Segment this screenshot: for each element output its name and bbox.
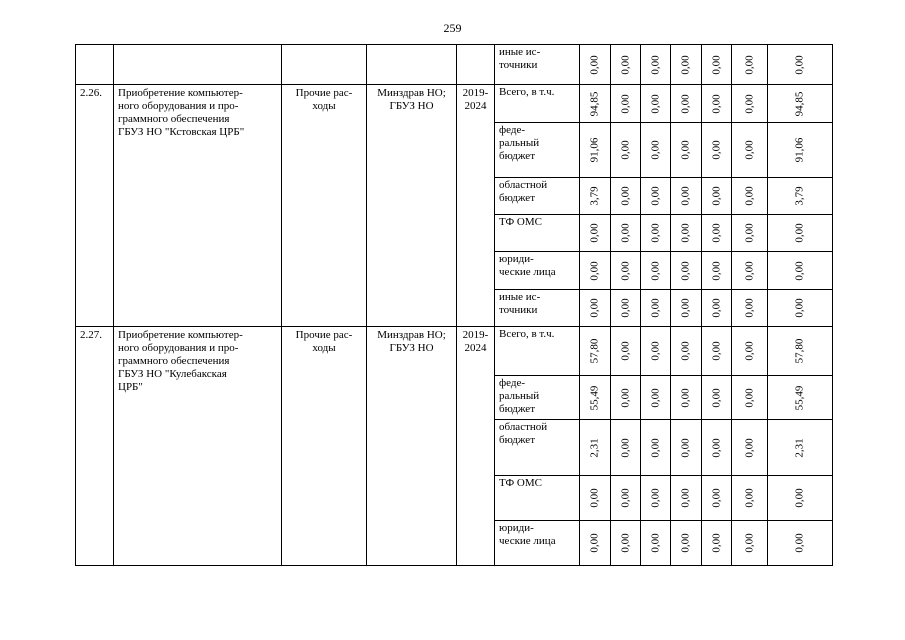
- funding-source: областной бюджет: [495, 178, 580, 215]
- value-cell: [641, 85, 671, 123]
- value-cell: [641, 327, 671, 376]
- value-text: 0,00: [679, 140, 692, 160]
- table-row: [76, 85, 833, 123]
- value-text: 0,00: [710, 93, 722, 114]
- value-cell: [580, 85, 611, 123]
- value-cell: [641, 215, 671, 252]
- value-cell: [768, 215, 833, 252]
- value-text: 0,00: [649, 186, 661, 206]
- value-cell: [671, 521, 702, 566]
- value-cell: [611, 178, 641, 215]
- value-cell: [768, 252, 833, 290]
- value-text: 0,00: [619, 437, 631, 458]
- value-text: 0,00: [619, 186, 631, 206]
- value-text: 0,00: [649, 533, 661, 553]
- value-text: 0,00: [710, 387, 722, 408]
- value-text: 0,00: [743, 54, 755, 75]
- value-cell: [702, 290, 732, 327]
- value-cell: [702, 476, 732, 521]
- value-text: 0,00: [710, 186, 722, 206]
- page-number: 259: [443, 21, 462, 35]
- value-cell: [732, 252, 768, 290]
- value-cell: [580, 376, 611, 420]
- value-cell: [702, 521, 732, 566]
- value-text: 0,00: [743, 533, 755, 553]
- value-cell: [732, 476, 768, 521]
- funding-source: юриди- ческие лица: [495, 521, 580, 566]
- value-cell: [768, 85, 833, 123]
- value-text: 0,00: [619, 260, 631, 281]
- value-cell: [641, 521, 671, 566]
- value-cell: [671, 215, 702, 252]
- value-cell: [641, 476, 671, 521]
- value-cell: [671, 123, 702, 178]
- value-text: 0,00: [743, 260, 755, 281]
- value-text: 91,06: [588, 137, 601, 163]
- value-cell: [702, 420, 732, 476]
- value-text: 0,00: [793, 223, 806, 243]
- value-text: 0,00: [710, 54, 722, 75]
- funding-source: иные ис- точники: [495, 290, 580, 327]
- value-text: 0,00: [619, 298, 631, 318]
- value-text: 0,00: [619, 54, 631, 75]
- value-cell: [702, 123, 732, 178]
- value-cell: [702, 327, 732, 376]
- value-text: 0,00: [679, 186, 692, 206]
- value-cell: [702, 215, 732, 252]
- value-text: 0,00: [649, 260, 661, 281]
- value-text: 0,00: [710, 533, 722, 553]
- period: 2019- 2024: [457, 85, 495, 327]
- value-cell: [768, 290, 833, 327]
- value-cell: [580, 252, 611, 290]
- funding-source: Всего, в т.ч.: [495, 327, 580, 376]
- value-text: 0,00: [588, 488, 601, 508]
- value-cell: [611, 376, 641, 420]
- value-text: 0,00: [649, 93, 661, 114]
- funding-source: ТФ ОМС: [495, 215, 580, 252]
- value-text: 0,00: [679, 260, 692, 281]
- value-text: 0,00: [743, 140, 755, 160]
- item-name: Приобретение компьютер- ного оборудования и про- граммного обеспечения ГБУЗ НО "Кстовская ЦРБ": [114, 85, 282, 327]
- value-text: 0,00: [619, 341, 631, 361]
- value-cell: [671, 290, 702, 327]
- funding-source: феде- ральный бюджет: [495, 123, 580, 178]
- value-text: 0,00: [710, 341, 722, 361]
- value-cell: [641, 252, 671, 290]
- value-cell: [611, 123, 641, 178]
- expense-type: [282, 45, 367, 85]
- value-cell: [671, 327, 702, 376]
- item-number: 2.27.: [76, 327, 114, 566]
- value-cell: [768, 521, 833, 566]
- value-text: 57,80: [793, 338, 806, 364]
- value-text: 0,00: [743, 298, 755, 318]
- value-text: 0,00: [710, 437, 722, 458]
- value-cell: [611, 45, 641, 85]
- value-text: 0,00: [679, 488, 692, 508]
- value-text: 0,00: [649, 488, 661, 508]
- item-number: 2.26.: [76, 85, 114, 327]
- value-cell: [732, 327, 768, 376]
- value-cell: [702, 85, 732, 123]
- value-text: 0,00: [649, 437, 661, 458]
- value-text: 0,00: [619, 533, 631, 553]
- value-text: 0,00: [588, 298, 601, 318]
- value-cell: [580, 45, 611, 85]
- table-body: [76, 45, 833, 566]
- value-text: 0,00: [588, 54, 601, 75]
- value-text: 0,00: [710, 223, 722, 243]
- value-text: 94,85: [793, 91, 806, 116]
- value-cell: [611, 420, 641, 476]
- value-cell: [768, 327, 833, 376]
- value-text: 0,00: [743, 223, 755, 243]
- expense-type: Прочие рас- ходы: [282, 85, 367, 327]
- value-text: 0,00: [793, 298, 806, 318]
- value-text: 0,00: [679, 533, 692, 553]
- value-cell: [611, 290, 641, 327]
- value-cell: [641, 290, 671, 327]
- value-text: 0,00: [710, 260, 722, 281]
- value-text: 0,00: [649, 140, 661, 160]
- value-text: 0,00: [588, 533, 601, 553]
- value-cell: [641, 178, 671, 215]
- value-text: 0,00: [619, 223, 631, 243]
- expense-type: Прочие рас- ходы: [282, 327, 367, 566]
- item-name: [114, 45, 282, 85]
- value-cell: [768, 476, 833, 521]
- value-cell: [671, 252, 702, 290]
- value-cell: [580, 178, 611, 215]
- value-text: 0,00: [679, 93, 692, 114]
- value-text: 55,49: [588, 385, 601, 410]
- value-cell: [611, 215, 641, 252]
- value-text: 0,00: [649, 298, 661, 318]
- value-cell: [732, 45, 768, 85]
- value-text: 0,00: [679, 298, 692, 318]
- value-cell: [671, 376, 702, 420]
- value-cell: [671, 476, 702, 521]
- value-cell: [580, 521, 611, 566]
- funding-source: ТФ ОМС: [495, 476, 580, 521]
- value-cell: [580, 123, 611, 178]
- value-cell: [702, 252, 732, 290]
- funding-source: юриди- ческие лица: [495, 252, 580, 290]
- value-cell: [732, 178, 768, 215]
- value-text: 0,00: [649, 341, 661, 361]
- value-cell: [671, 85, 702, 123]
- value-cell: [768, 178, 833, 215]
- value-cell: [580, 420, 611, 476]
- value-text: 3,79: [793, 186, 806, 206]
- value-cell: [611, 521, 641, 566]
- funding-source: иные ис- точники: [495, 45, 580, 85]
- value-cell: [732, 521, 768, 566]
- value-text: 0,00: [649, 223, 661, 243]
- value-cell: [641, 376, 671, 420]
- value-text: 0,00: [679, 54, 692, 75]
- item-number: [76, 45, 114, 85]
- value-text: 0,00: [710, 488, 722, 508]
- value-text: 0,00: [743, 186, 755, 206]
- value-text: 55,49: [793, 385, 806, 410]
- value-text: 0,00: [743, 93, 755, 114]
- value-text: 0,00: [679, 437, 692, 458]
- value-text: 0,00: [619, 93, 631, 114]
- value-cell: [732, 290, 768, 327]
- value-cell: [611, 476, 641, 521]
- value-cell: [768, 376, 833, 420]
- item-name: Приобретение компьютер- ного оборудования и про- граммного обеспечения ГБУЗ НО "Кулебакская ЦРБ": [114, 327, 282, 566]
- executor: Минздрав НО; ГБУЗ НО: [367, 85, 457, 327]
- executor: Минздрав НО; ГБУЗ НО: [367, 327, 457, 566]
- period: 2019- 2024: [457, 327, 495, 566]
- value-cell: [702, 376, 732, 420]
- value-text: 0,00: [743, 488, 755, 508]
- value-text: 0,00: [793, 260, 806, 281]
- executor: [367, 45, 457, 85]
- value-cell: [702, 45, 732, 85]
- value-cell: [671, 420, 702, 476]
- value-cell: [671, 178, 702, 215]
- value-cell: [580, 476, 611, 521]
- value-cell: [580, 327, 611, 376]
- value-text: 0,00: [588, 260, 601, 281]
- funding-source: Всего, в т.ч.: [495, 85, 580, 123]
- value-text: 91,06: [793, 137, 806, 163]
- value-text: 0,00: [743, 341, 755, 361]
- value-text: 94,85: [588, 91, 601, 116]
- value-cell: [641, 123, 671, 178]
- value-cell: [611, 85, 641, 123]
- value-text: 0,00: [649, 54, 661, 75]
- budget-table: [75, 44, 833, 566]
- value-text: 57,80: [588, 338, 601, 364]
- value-text: 0,00: [619, 140, 631, 160]
- value-cell: [768, 45, 833, 85]
- value-cell: [732, 215, 768, 252]
- value-cell: [580, 215, 611, 252]
- value-cell: [732, 376, 768, 420]
- value-cell: [732, 123, 768, 178]
- period: [457, 45, 495, 85]
- value-text: 0,00: [619, 387, 631, 408]
- value-text: 2,31: [588, 437, 601, 458]
- value-text: 0,00: [649, 387, 661, 408]
- value-text: 0,00: [743, 387, 755, 408]
- value-cell: [611, 327, 641, 376]
- value-text: 0,00: [679, 223, 692, 243]
- value-text: 0,00: [588, 223, 601, 243]
- value-text: 0,00: [679, 341, 692, 361]
- value-cell: [611, 252, 641, 290]
- value-cell: [732, 85, 768, 123]
- value-cell: [768, 123, 833, 178]
- value-cell: [671, 45, 702, 85]
- value-cell: [580, 290, 611, 327]
- funding-source: областной бюджет: [495, 420, 580, 476]
- value-text: 2,31: [793, 437, 806, 458]
- value-text: 0,00: [793, 54, 806, 75]
- value-cell: [768, 420, 833, 476]
- value-cell: [641, 45, 671, 85]
- value-cell: [732, 420, 768, 476]
- value-text: 0,00: [619, 488, 631, 508]
- table-row: [76, 327, 833, 376]
- value-text: 3,79: [588, 186, 601, 206]
- table-row: [76, 45, 833, 85]
- value-cell: [641, 420, 671, 476]
- value-text: 0,00: [793, 488, 806, 508]
- funding-source: феде- ральный бюджет: [495, 376, 580, 420]
- value-text: 0,00: [793, 533, 806, 553]
- value-text: 0,00: [710, 140, 722, 160]
- value-text: 0,00: [679, 387, 692, 408]
- value-text: 0,00: [710, 298, 722, 318]
- value-cell: [702, 178, 732, 215]
- value-text: 0,00: [743, 437, 755, 458]
